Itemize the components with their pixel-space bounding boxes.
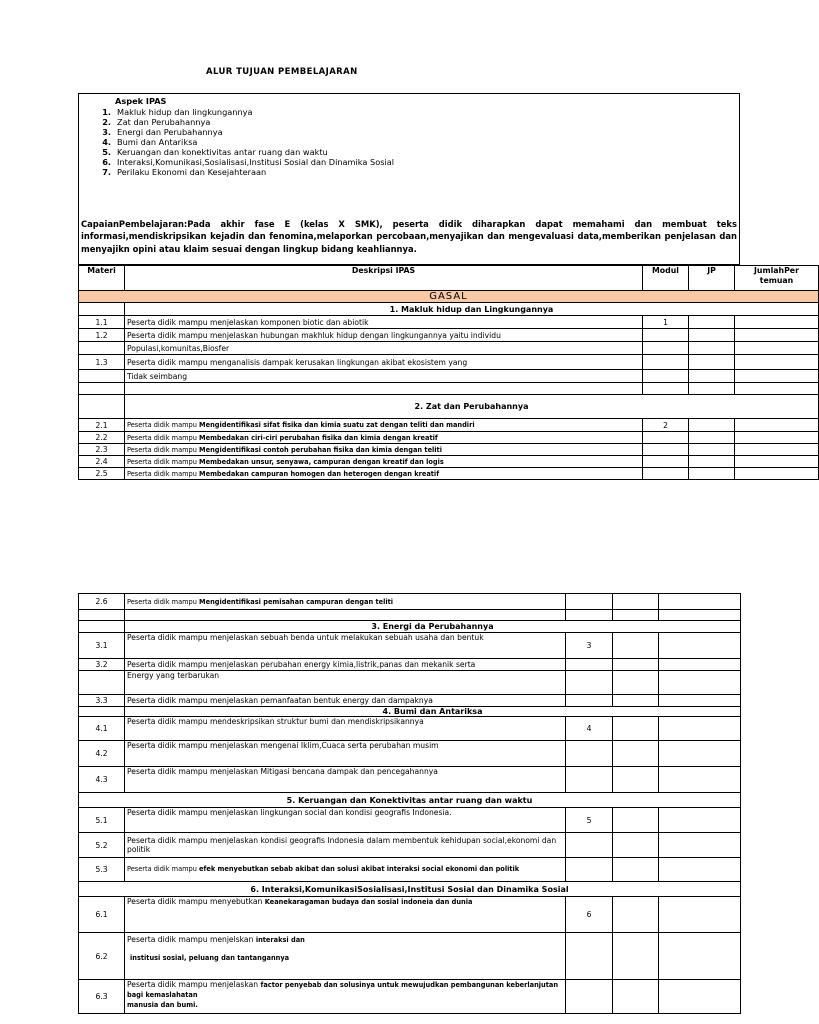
list-item: 3. Energi dan Perubahannya <box>102 127 223 137</box>
aspek-list <box>99 107 394 177</box>
table-row: 3.2 Peserta didik mampu menjelaskan perubahan energy kimia,listrik,panas dan mekanik serta <box>79 659 741 671</box>
section-heading: 5. Keruangan dan Konektivitas antar ruang dan waktu <box>79 793 741 808</box>
list-item: 1. Makluk hidup dan lingkungannya <box>102 107 253 117</box>
semester-gasal: GASAL <box>79 291 819 303</box>
table-row: 6.3 Peserta didik mampu menjelaskan factor penyebab dan solusinya untuk mewujudkan pembangunan keberlanjutan bagi kemaslahatan manusia dan bumi. <box>79 980 741 1014</box>
header-jp: JP <box>689 266 735 291</box>
table-row: 2.1 Peserta didik mampu Mengidentifikasi sifat fisika dan kimia suatu zat dengan teliti dan mandiri 2 <box>79 419 819 432</box>
table-row: 6.1 Peserta didik mampu menyebutkan Keanekaragaman budaya dan sosial indoneia dan dunia 6 <box>79 897 741 933</box>
header-jumlah: JumlahPer temuan <box>735 266 819 291</box>
table-row: 2.6 Peserta didik mampu Mengidentifikasi pemisahan campuran dengan teliti <box>79 594 741 610</box>
table-row: 5.1 Peserta didik mampu menjelaskan lingkungan social dan kondisi geografis Indonesia. 5 <box>79 808 741 833</box>
capaian-pembelajaran: CapaianPembelajaran:Pada akhir fase E (kelas X SMK), peserta didik diharapkan dapat memahami dan membuat teks informasi,mendiskripsikan kejadin dan fenomina,melaporkan percobaan,menyajikan dan mengevaluasi data,memberikan penjelasan dan menyajikn opini atau klaim sesuai dengan lingkup bidang keahliannya. <box>81 219 737 254</box>
header-materi: Materi <box>79 266 125 291</box>
table-row: 5.2 Peserta didik mampu menjelaskan kondisi geografis Indonesia dalam membentuk kehidupan social,ekonomi dan politik <box>79 833 741 858</box>
section-heading: 2. Zat dan Perubahannya <box>125 395 819 419</box>
table-row: 1.3 Peserta didik mampu menganalisis dampak kerusakan lingkungan akibat ekosistem yang <box>79 355 819 370</box>
aspek-box <box>78 93 740 265</box>
atp-table-part-2 <box>78 593 741 1014</box>
list-item: 5. Keruangan dan konektivitas antar ruang dan waktu <box>102 147 328 157</box>
table-row: Tidak seimbang <box>79 370 819 383</box>
aspek-heading: Aspek IPAS <box>115 96 167 106</box>
atp-table-part-1 <box>78 265 819 480</box>
list-item: 4. Bumi dan Antariksa <box>102 137 198 147</box>
table-row: 3.3 Peserta didik mampu menjelaskan pemanfaatan bentuk energy dan dampaknya <box>79 695 741 707</box>
list-item: 2. Zat dan Perubahannya <box>102 117 211 127</box>
list-item: 6. Interaksi,Komunikasi,Sosialisasi,Institusi Sosial dan Dinamika Sosial <box>102 157 395 167</box>
table-row: Energy yang terbarukan <box>79 671 741 695</box>
table-row: 4.3 Peserta didik mampu menjelaskan Mitigasi bencana dampak dan pencegahannya <box>79 767 741 793</box>
table-row: 6.2 Peserta didik mampu menjelskan interaksi dan institusi sosial, peluang dan tantangannya <box>79 933 741 980</box>
table-row: 3.1 Peserta didik mampu menjelaskan sebuah benda untuk melakukan sebuah usaha dan bentuk 3 <box>79 633 741 659</box>
table-row: 2.4 Peserta didik mampu Membedakan unsur, senyawa, campuran dengan kreatif dan logis <box>79 456 819 468</box>
section-heading: 1. Makluk hidup dan Lingkungannya <box>125 303 819 316</box>
list-item: 7. Perilaku Ekonomi dan Kesejahteraan <box>102 167 267 177</box>
section-heading: 6. Interaksi,KomunikasiSosialisasi,Institusi Sosial dan Dinamika Sosial <box>79 882 741 897</box>
page-title: ALUR TUJUAN PEMBELAJARAN <box>206 67 358 77</box>
table-header-row <box>79 266 819 291</box>
table-row: 1.1 Peserta didik mampu menjelaskan komponen biotic dan abiotik 1 <box>79 316 819 329</box>
table-row: 2.3 Peserta didik mampu Mengidentifikasi contoh perubahan fisika dan kimia dengan teliti <box>79 444 819 456</box>
table-row: 1.2 Peserta didik mampu menjelaskan hubungan makhluk hidup dengan lingkungannya yaitu individu <box>79 329 819 342</box>
table-row: 4.1 Peserta didik mampu mendeskripsikan struktur bumi dan mendiskripsikannya 4 <box>79 717 741 741</box>
table-row: Populasi,komunitas,Biosfer <box>79 342 819 355</box>
header-modul: Modul <box>643 266 689 291</box>
table-row: 4.2 Peserta didik mampu menjelaskan mengenai Iklim,Cuaca serta perubahan musim <box>79 741 741 767</box>
section-heading: 4. Bumi dan Antariksa <box>125 707 741 717</box>
table-row: 2.2 Peserta didik mampu Membedakan ciri-ciri perubahan fisika dan kimia dengan kreatif <box>79 432 819 444</box>
header-deskripsi: Deskripsi IPAS <box>125 266 643 291</box>
table-row: 5.3 Peserta didik mampu efek menyebutkan sebab akibat dan solusi akibat interaksi social ekonomi dan politik <box>79 858 741 882</box>
section-heading: 3. Energi da Perubahannya <box>125 621 741 633</box>
table-row: 2.5 Peserta didik mampu Membedakan campuran homogen dan heterogen dengan kreatif <box>79 468 819 480</box>
